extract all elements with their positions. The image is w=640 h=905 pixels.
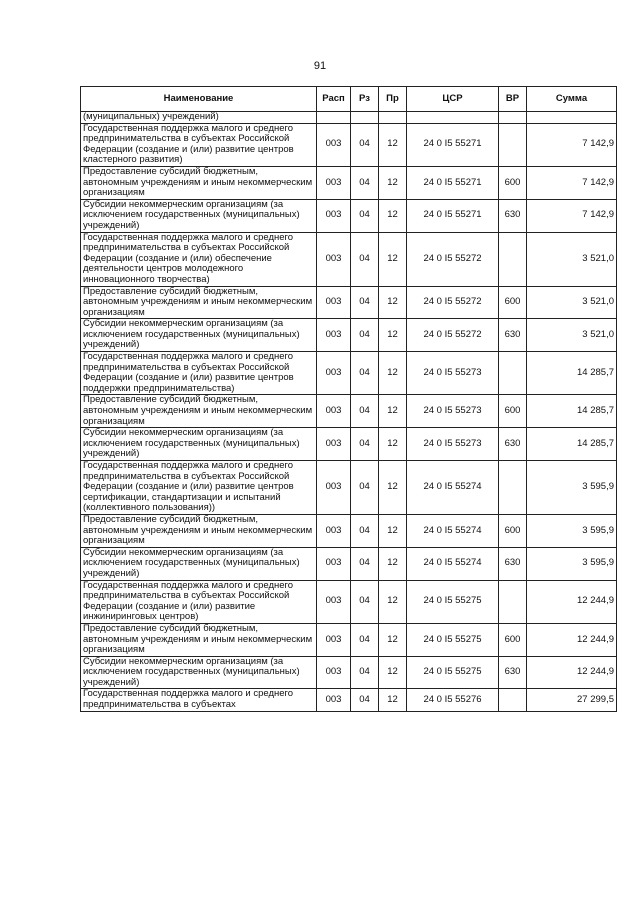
row-rasp: 003 — [317, 319, 351, 352]
column-header-sum: Сумма — [527, 87, 617, 112]
row-vr: 630 — [499, 428, 527, 461]
row-name: Предоставление субсидий бюджетным, автономным учреждениям и иным некоммерческим организациям — [81, 286, 317, 319]
table-row — [81, 580, 617, 623]
row-name: Государственная поддержка малого и среднего предпринимательства в субъектах — [81, 689, 317, 711]
row-vr: 600 — [499, 286, 527, 319]
table-row — [81, 656, 617, 689]
table-row — [81, 623, 617, 656]
row-name: Субсидии некоммерческим организациям (за исключением государственных (муниципальных) учреждений) — [81, 428, 317, 461]
row-pr: 12 — [379, 428, 407, 461]
row-name: Субсидии некоммерческим организациям (за исключением государственных (муниципальных) учреждений) — [81, 656, 317, 689]
row-sum: 3 521,0 — [527, 286, 617, 319]
row-rz: 04 — [351, 428, 379, 461]
row-pr: 12 — [379, 166, 407, 199]
row-rz: 04 — [351, 580, 379, 623]
table-row — [81, 232, 617, 286]
row-rz: 04 — [351, 623, 379, 656]
row-rasp — [317, 112, 351, 124]
row-rasp: 003 — [317, 656, 351, 689]
row-name: Предоставление субсидий бюджетным, автономным учреждениям и иным некоммерческим организациям — [81, 514, 317, 547]
row-pr: 12 — [379, 199, 407, 232]
row-vr: 600 — [499, 166, 527, 199]
row-sum: 12 244,9 — [527, 623, 617, 656]
row-pr — [379, 112, 407, 124]
row-vr — [499, 580, 527, 623]
row-sum: 14 285,7 — [527, 395, 617, 428]
row-csr: 24 0 I5 55271 — [407, 123, 499, 166]
row-sum: 3 521,0 — [527, 232, 617, 286]
table-body — [81, 112, 617, 712]
row-vr — [499, 232, 527, 286]
row-name: Государственная поддержка малого и среднего предпринимательства в субъектах Российской Федерации (создание и (или) развитие центров сертификации, стандартизации и испытаний (коллективного пользования)) — [81, 461, 317, 515]
row-name: Государственная поддержка малого и среднего предпринимательства в субъектах Российской Федерации (создание и (или) развитие инжиниринговых центров) — [81, 580, 317, 623]
column-header-rz: Рз — [351, 87, 379, 112]
row-vr: 600 — [499, 514, 527, 547]
row-sum: 12 244,9 — [527, 580, 617, 623]
row-rasp: 003 — [317, 199, 351, 232]
row-vr: 630 — [499, 199, 527, 232]
table-row — [81, 123, 617, 166]
column-header-csr: ЦСР — [407, 87, 499, 112]
row-rz: 04 — [351, 232, 379, 286]
row-name: Субсидии некоммерческим организациям (за исключением государственных (муниципальных) учреждений) — [81, 547, 317, 580]
row-vr: 630 — [499, 656, 527, 689]
row-pr: 12 — [379, 352, 407, 395]
table-row — [81, 547, 617, 580]
row-pr: 12 — [379, 656, 407, 689]
row-sum: 3 595,9 — [527, 547, 617, 580]
row-csr: 24 0 I5 55273 — [407, 395, 499, 428]
row-rz — [351, 112, 379, 124]
row-csr: 24 0 I5 55273 — [407, 428, 499, 461]
row-pr: 12 — [379, 232, 407, 286]
row-sum: 3 521,0 — [527, 319, 617, 352]
row-pr: 12 — [379, 123, 407, 166]
row-name: Субсидии некоммерческим организациям (за исключением государственных (муниципальных) учреждений) — [81, 319, 317, 352]
row-rasp: 003 — [317, 547, 351, 580]
column-header-vr: ВР — [499, 87, 527, 112]
row-pr: 12 — [379, 689, 407, 711]
page-number: 91 — [313, 60, 327, 72]
row-csr: 24 0 I5 55274 — [407, 547, 499, 580]
row-sum: 7 142,9 — [527, 166, 617, 199]
row-vr: 630 — [499, 319, 527, 352]
row-sum: 27 299,5 — [527, 689, 617, 711]
table-row — [81, 689, 617, 711]
row-sum: 3 595,9 — [527, 514, 617, 547]
row-rz: 04 — [351, 166, 379, 199]
row-sum: 7 142,9 — [527, 199, 617, 232]
row-rz: 04 — [351, 352, 379, 395]
row-pr: 12 — [379, 286, 407, 319]
row-sum: 14 285,7 — [527, 352, 617, 395]
row-rasp: 003 — [317, 689, 351, 711]
table-row — [81, 286, 617, 319]
row-csr: 24 0 I5 55272 — [407, 232, 499, 286]
row-sum: 7 142,9 — [527, 123, 617, 166]
table-row — [81, 166, 617, 199]
row-rz: 04 — [351, 514, 379, 547]
row-pr: 12 — [379, 623, 407, 656]
row-vr — [499, 112, 527, 124]
row-csr: 24 0 I5 55274 — [407, 461, 499, 515]
row-name: Государственная поддержка малого и среднего предпринимательства в субъектах Российской Федерации (создание и (или) развитие центров поддержки предпринимательства) — [81, 352, 317, 395]
row-rasp: 003 — [317, 123, 351, 166]
row-rasp: 003 — [317, 395, 351, 428]
row-name: Государственная поддержка малого и среднего предпринимательства в субъектах Российской Федерации (создание и (или) обеспечение деятельности центров молодежного инновационного творчества) — [81, 232, 317, 286]
row-pr: 12 — [379, 395, 407, 428]
row-rasp: 003 — [317, 623, 351, 656]
row-vr — [499, 123, 527, 166]
row-name: Предоставление субсидий бюджетным, автономным учреждениям и иным некоммерческим организациям — [81, 166, 317, 199]
row-pr: 12 — [379, 547, 407, 580]
row-rz: 04 — [351, 199, 379, 232]
row-csr: 24 0 I5 55275 — [407, 656, 499, 689]
table-row — [81, 395, 617, 428]
row-rz: 04 — [351, 123, 379, 166]
table-row — [81, 199, 617, 232]
row-rz: 04 — [351, 461, 379, 515]
row-pr: 12 — [379, 461, 407, 515]
row-csr — [407, 112, 499, 124]
row-rz: 04 — [351, 547, 379, 580]
row-name: (муниципальных) учреждений) — [81, 112, 317, 124]
row-csr: 24 0 I5 55271 — [407, 166, 499, 199]
row-rasp: 003 — [317, 166, 351, 199]
row-rasp: 003 — [317, 461, 351, 515]
table-row — [81, 319, 617, 352]
row-rasp: 003 — [317, 580, 351, 623]
column-header-name: Наименование — [81, 87, 317, 112]
row-csr: 24 0 I5 55275 — [407, 580, 499, 623]
table-row — [81, 112, 617, 124]
row-csr: 24 0 I5 55271 — [407, 199, 499, 232]
row-pr: 12 — [379, 514, 407, 547]
row-vr: 600 — [499, 623, 527, 656]
row-name: Государственная поддержка малого и среднего предпринимательства в субъектах Российской Федерации (создание и (или) развитие центров кластерного развития) — [81, 123, 317, 166]
row-rz: 04 — [351, 319, 379, 352]
row-csr: 24 0 I5 55273 — [407, 352, 499, 395]
row-sum: 14 285,7 — [527, 428, 617, 461]
row-rasp: 003 — [317, 514, 351, 547]
row-csr: 24 0 I5 55276 — [407, 689, 499, 711]
row-rz: 04 — [351, 395, 379, 428]
table-row — [81, 461, 617, 515]
row-vr: 600 — [499, 395, 527, 428]
table-row — [81, 352, 617, 395]
column-header-pr: Пр — [379, 87, 407, 112]
row-csr: 24 0 I5 55272 — [407, 319, 499, 352]
row-rz: 04 — [351, 286, 379, 319]
budget-table — [80, 86, 617, 712]
table-row — [81, 428, 617, 461]
row-rasp: 003 — [317, 286, 351, 319]
row-sum: 3 595,9 — [527, 461, 617, 515]
row-rz: 04 — [351, 689, 379, 711]
row-vr — [499, 352, 527, 395]
row-csr: 24 0 I5 55274 — [407, 514, 499, 547]
row-vr — [499, 689, 527, 711]
row-name: Субсидии некоммерческим организациям (за исключением государственных (муниципальных) учреждений) — [81, 199, 317, 232]
row-pr: 12 — [379, 319, 407, 352]
row-rasp: 003 — [317, 428, 351, 461]
row-pr: 12 — [379, 580, 407, 623]
row-sum: 12 244,9 — [527, 656, 617, 689]
row-name: Предоставление субсидий бюджетным, автономным учреждениям и иным некоммерческим организациям — [81, 395, 317, 428]
table-header-row — [81, 87, 617, 112]
row-vr: 630 — [499, 547, 527, 580]
row-rz: 04 — [351, 656, 379, 689]
table-row — [81, 514, 617, 547]
row-csr: 24 0 I5 55275 — [407, 623, 499, 656]
row-csr: 24 0 I5 55272 — [407, 286, 499, 319]
row-rasp: 003 — [317, 352, 351, 395]
column-header-rasp: Расп — [317, 87, 351, 112]
row-sum — [527, 112, 617, 124]
row-rasp: 003 — [317, 232, 351, 286]
row-name: Предоставление субсидий бюджетным, автономным учреждениям и иным некоммерческим организациям — [81, 623, 317, 656]
row-vr — [499, 461, 527, 515]
